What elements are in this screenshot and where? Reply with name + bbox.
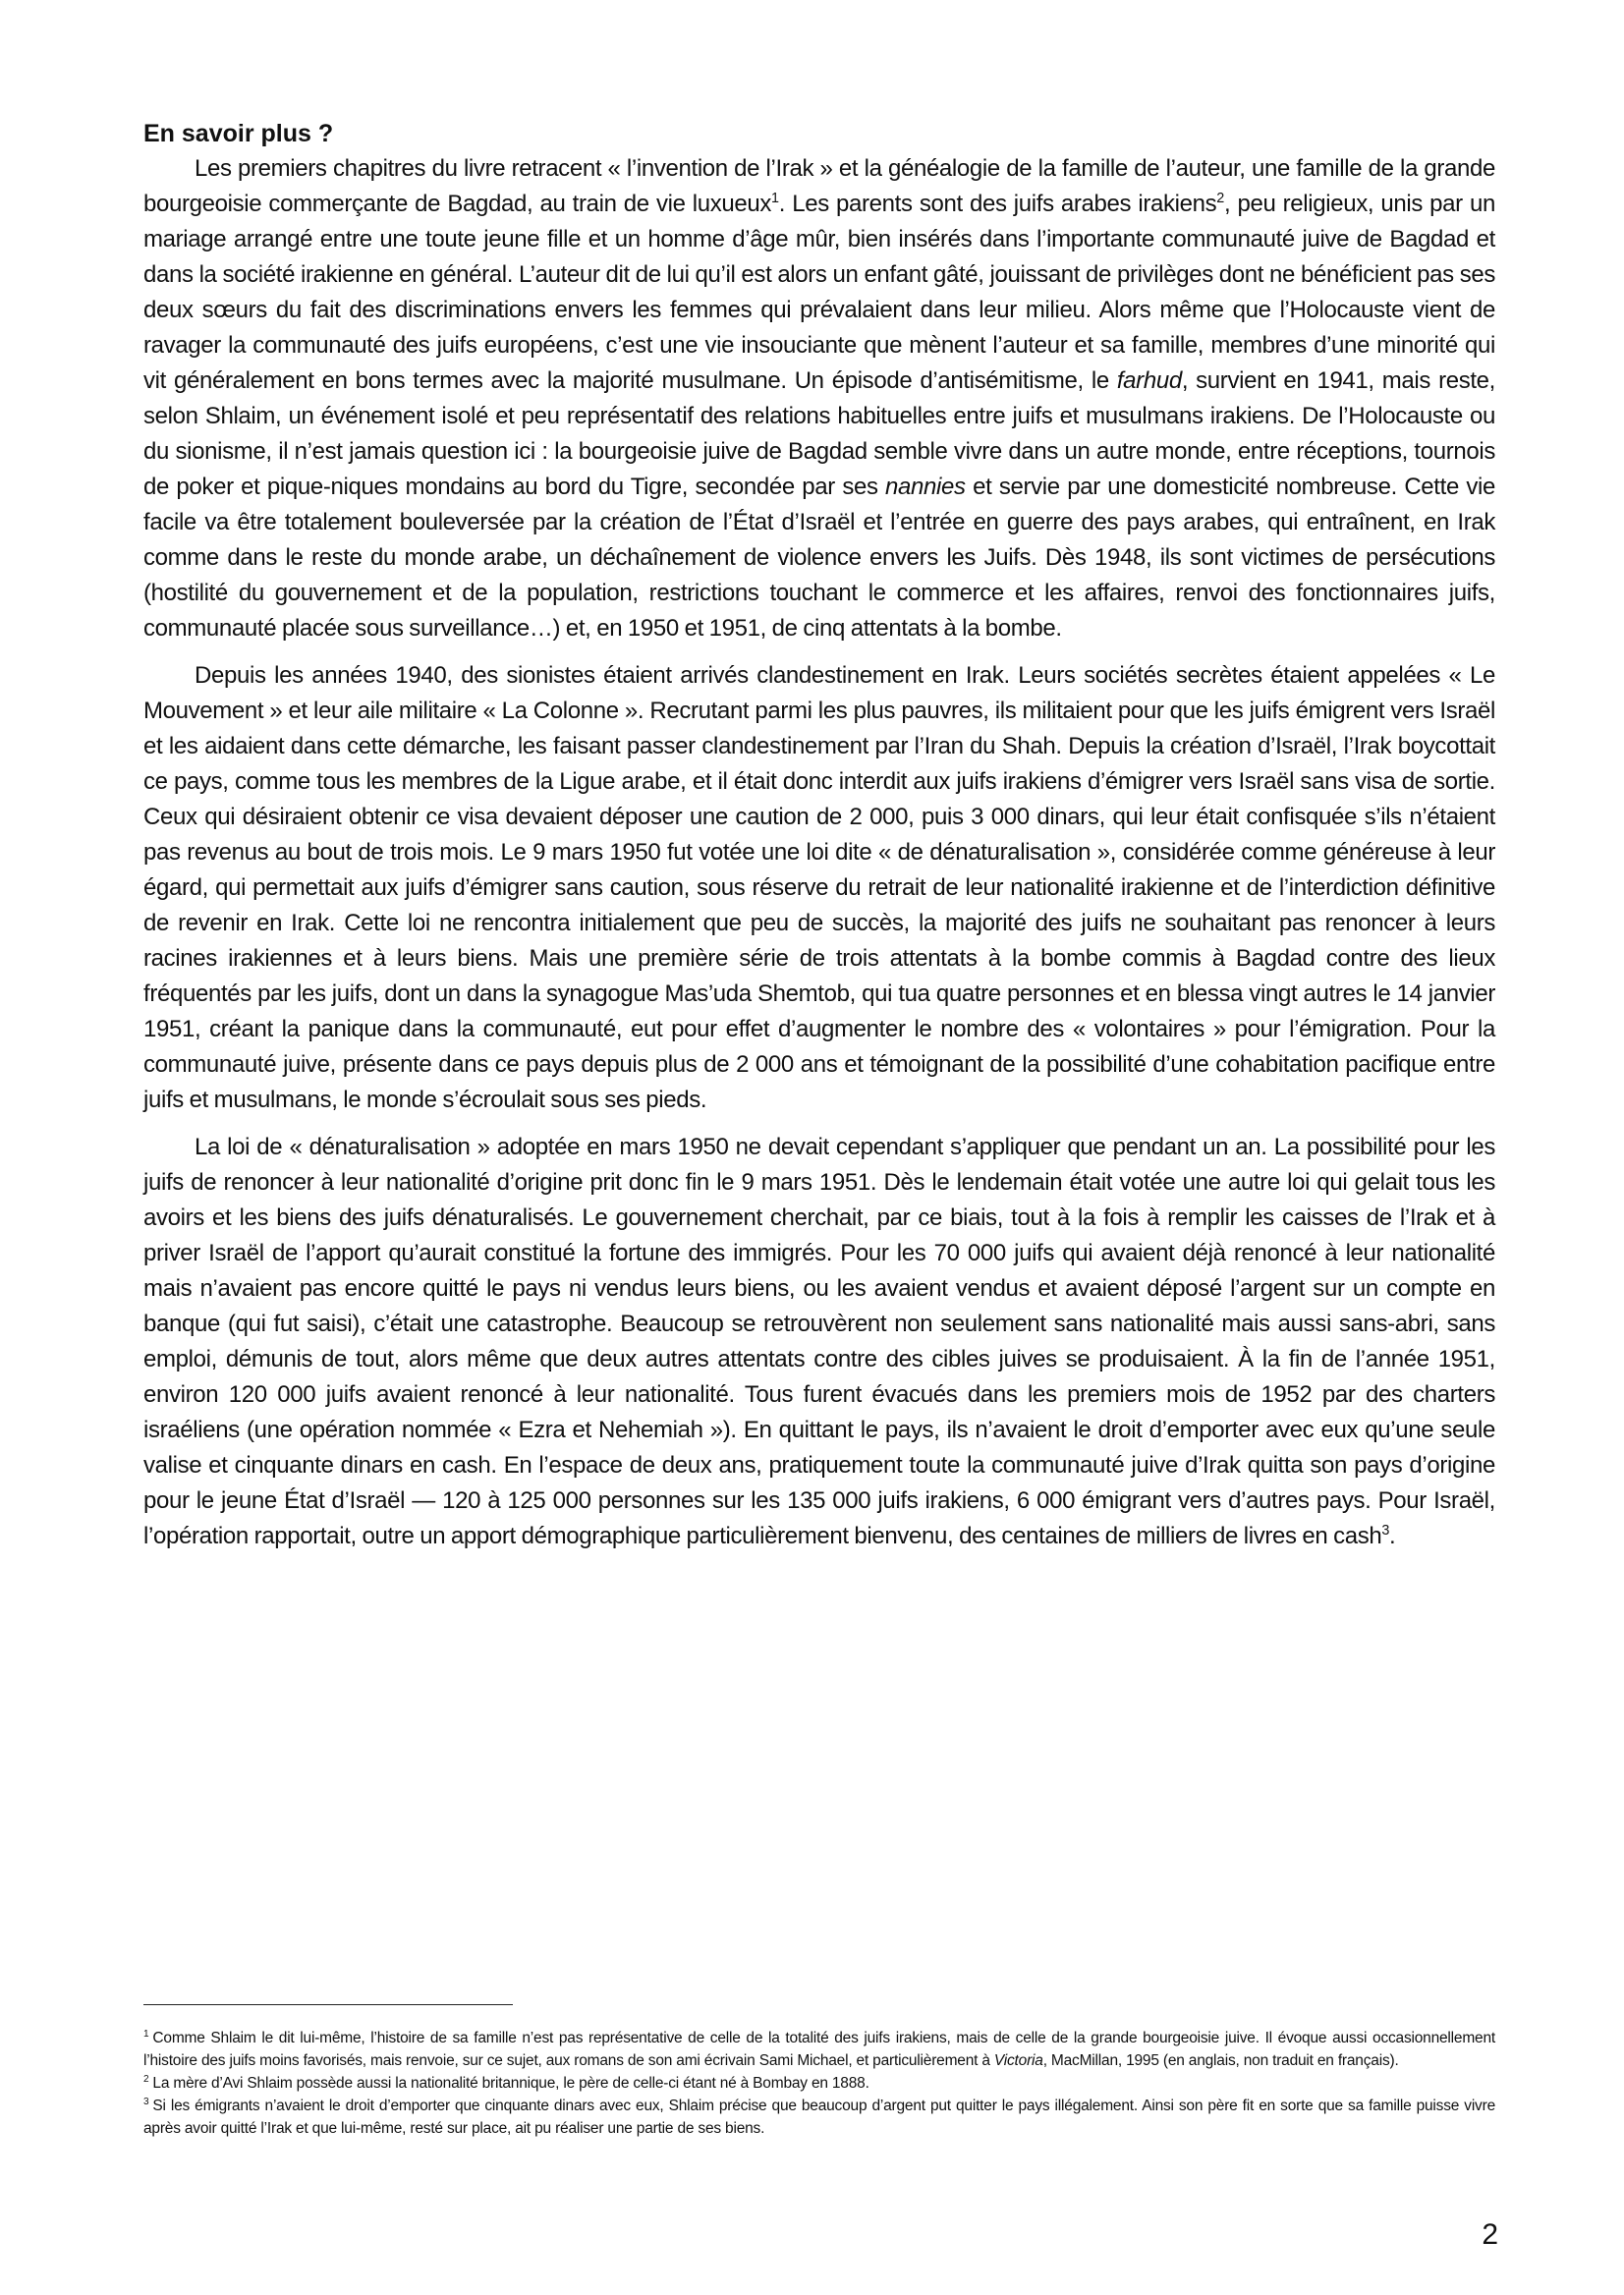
- footnote-separator: [143, 2004, 513, 2005]
- footnote-2-text: La mère d’Avi Shlaim possède aussi la nationalité britannique, le père de celle-ci étant né à Bombay en 1888.: [152, 2075, 869, 2092]
- footnote-ref-3[interactable]: 3: [1381, 1523, 1390, 1539]
- footnote-2-number: 2: [143, 2073, 149, 2085]
- footnote-2: [143, 2072, 1495, 2095]
- paragraph-3-text-b: .: [1389, 1523, 1396, 1549]
- paragraph-3-text-a: La loi de « dénaturalisation » adoptée en mars 1950 ne devait cependant s’appliquer que pendant un an. La possibilité pour les juifs de renoncer à leur nationalité d’origine prit donc fin le 9 mars 1951. Dès le lendemain était votée une autre loi qui gelait tous les avoirs et les biens des juifs dénaturalisés. Le gouvernement cherchait, par ce biais, tout à la fois à remplir les caisses de l’Irak et à priver Israël de l’apport qu’aurait constitué la fortune des immigrés. Pour les 70 000 juifs qui avaient déjà renoncé à leur nationalité mais n’avaient pas encore quitté le pays ni vendus leurs biens, ou les avaient vendus et avaient déposé l’argent sur un compte en banque (qui fut saisi), c’était une catastrophe. Beaucoup se retrouvèrent non seulement sans nationalité mais aussi sans-abri, sans emploi, démunis de tout, alors même que deux autres attentats contre des cibles juives se produisaient. À la fin de l’année 1951, environ 120 000 juifs avaient renoncé à leur nationalité. Tous furent évacués dans les premiers mois de 1952 par des charters israéliens (une opération nommée « Ezra et Nehemiah »). En quittant le pays, ils n’avaient le droit d’emporter avec eux qu’une seule valise et cinquante dinars en cash. En l’espace de deux ans, pratiquement toute la communauté juive d’Irak quitta son pays d’origine pour le jeune État d’Israël — 120 à 125 000 personnes sur les 135 000 juifs irakiens, 6 000 émigrant vers d’autres pays. Pour Israël, l’opération rapportait, outre un apport démographique particulièrement bienvenu, des centaines de milliers de livres en cash: [143, 1134, 1495, 1549]
- footnote-1-text-b: , MacMillan, 1995 (en anglais, non traduit en français).: [1042, 2052, 1399, 2069]
- footnote-3: [143, 2095, 1495, 2140]
- footnote-3-text: Si les émigrants n’avaient le droit d’emporter que cinquante dinars avec eux, Shlaim précise que beaucoup d’argent put quitter le pays illégalement. Ainsi son père fit en sorte que sa famille puisse vivre après avoir quitté l’Irak et que lui-même, resté sur place, ait pu réaliser une partie de ses biens.: [143, 2098, 1495, 2137]
- paragraph-1-text-b: . Les parents sont des juifs arabes irakiens: [778, 191, 1217, 217]
- term-nannies: nannies: [885, 474, 966, 500]
- footnote-1-number: 1: [143, 2028, 149, 2040]
- paragraph-3: [143, 1130, 1495, 1554]
- document-body: [143, 116, 1495, 1566]
- section-heading: En savoir plus ?: [143, 120, 334, 147]
- paragraph-1: [143, 151, 1495, 646]
- paragraph-1-text-a: Les premiers chapitres du livre retracent « l’invention de l’Irak » et la généalogie de la famille de l’auteur, une famille de la grande bourgeoisie commerçante de Bagdad, au train de vie luxueux: [143, 155, 1495, 217]
- footnote-ref-1[interactable]: 1: [771, 191, 779, 206]
- footnote-3-number: 3: [143, 2096, 149, 2107]
- page-number: 2: [1482, 2218, 1498, 2251]
- paragraph-1-text-c: , peu religieux, unis par un mariage arrangé entre une toute jeune fille et un homme d’âge mûr, bien insérés dans l’importante communauté juive de Bagdad et dans la société irakienne en général. L’auteur dit de lui qu’il est alors un enfant gâté, jouissant de privilèges dont ne bénéficient pas ses deux sœurs du fait des discriminations envers les femmes qui prévalaient dans leur milieu. Alors même que l’Holocauste vient de ravager la communauté des juifs européens, c’est une vie insouciante que mènent l’auteur et sa famille, membres d’une minorité qui vit généralement en bons termes avec la majorité musulmane. Un épisode d’antisémitisme, le: [143, 191, 1495, 394]
- footnote-ref-2[interactable]: 2: [1216, 191, 1224, 206]
- footnote-1: [143, 2027, 1495, 2072]
- paragraph-1-text-e: et servie par une domesticité nombreuse. Cette vie facile va être totalement bouleversée par la création de l’État d’Israël et l’entrée en guerre des pays arabes, qui entraînent, en Irak comme dans le reste du monde arabe, un déchaînement de violence envers les Juifs. Dès 1948, ils sont victimes de persécutions (hostilité du gouvernement et de la population, restrictions touchant le commerce et les affaires, renvoi des fonctionnaires juifs, communauté placée sous surveillance…) et, en 1950 et 1951, de cinq attentats à la bombe.: [143, 474, 1496, 642]
- paragraph-1-text-d: , survient en 1941, mais reste, selon Shlaim, un événement isolé et peu représentatif des relations habituelles entre juifs et musulmans irakiens. De l’Holocauste ou du sionisme, il n’est jamais question ici : la bourgeoisie juive de Bagdad semble vivre dans un autre monde, entre réceptions, tournois de poker et pique-niques mondains au bord du Tigre, secondée par ses: [143, 367, 1496, 500]
- footnote-1-title: Victoria: [993, 2052, 1043, 2069]
- paragraph-2: Depuis les années 1940, des sionistes étaient arrivés clandestinement en Irak. Leurs sociétés secrètes étaient appelées « Le Mouvement » et leur aile militaire « La Colonne ». Recrutant parmi les plus pauvres, ils militaient pour que les juifs émigrent vers Israël et les aidaient dans cette démarche, les faisant passer clandestinement par l’Iran du Shah. Depuis la création d’Israël, l’Irak boycottait ce pays, comme tous les membres de la Ligue arabe, et il était donc interdit aux juifs irakiens d’émigrer vers Israël sans visa de sortie. Ceux qui désiraient obtenir ce visa devaient déposer une caution de 2 000, puis 3 000 dinars, qui leur était confisquée s’ils n’étaient pas revenus au bout de trois mois. Le 9 mars 1950 fut votée une loi dite « de dénaturalisation », considérée comme généreuse à leur égard, qui permettait aux juifs d’émigrer sans caution, sous réserve du retrait de leur nationalité irakienne et de l’interdiction définitive de revenir en Irak. Cette loi ne rencontra initialement que peu de succès, la majorité des juifs ne souhaitant pas renoncer à leurs racines irakiennes et à leurs biens. Mais une première série de trois attentats à la bombe commis à Bagdad contre des lieux fréquentés par les juifs, dont un dans la synagogue Mas’uda Shemtob, qui tua quatre personnes et en blessa vingt autres le 14 janvier 1951, créant la panique dans la communauté, eut pour effet d’augmenter le nombre des « volontaires » pour l’émigration. Pour la communauté juive, présente dans ce pays depuis plus de 2 000 ans et témoignant de la possibilité d’une cohabitation pacifique entre juifs et musulmans, le monde s’écroulait sous ses pieds.: [143, 662, 1495, 1113]
- footnote-1-text-a: Comme Shlaim le dit lui-même, l’histoire de sa famille n’est pas représentative de celle de la totalité des juifs irakiens, mais de celle de la grande bourgeoisie juive. Il évoque aussi occasionnellement l’histoire des juifs moins favorisés, mais renvoie, sur ce sujet, aux romans de son ami écrivain Sami Michael, et particulièrement à: [143, 2030, 1495, 2069]
- term-farhud: farhud: [1116, 367, 1182, 394]
- footnotes: [143, 2004, 1495, 2140]
